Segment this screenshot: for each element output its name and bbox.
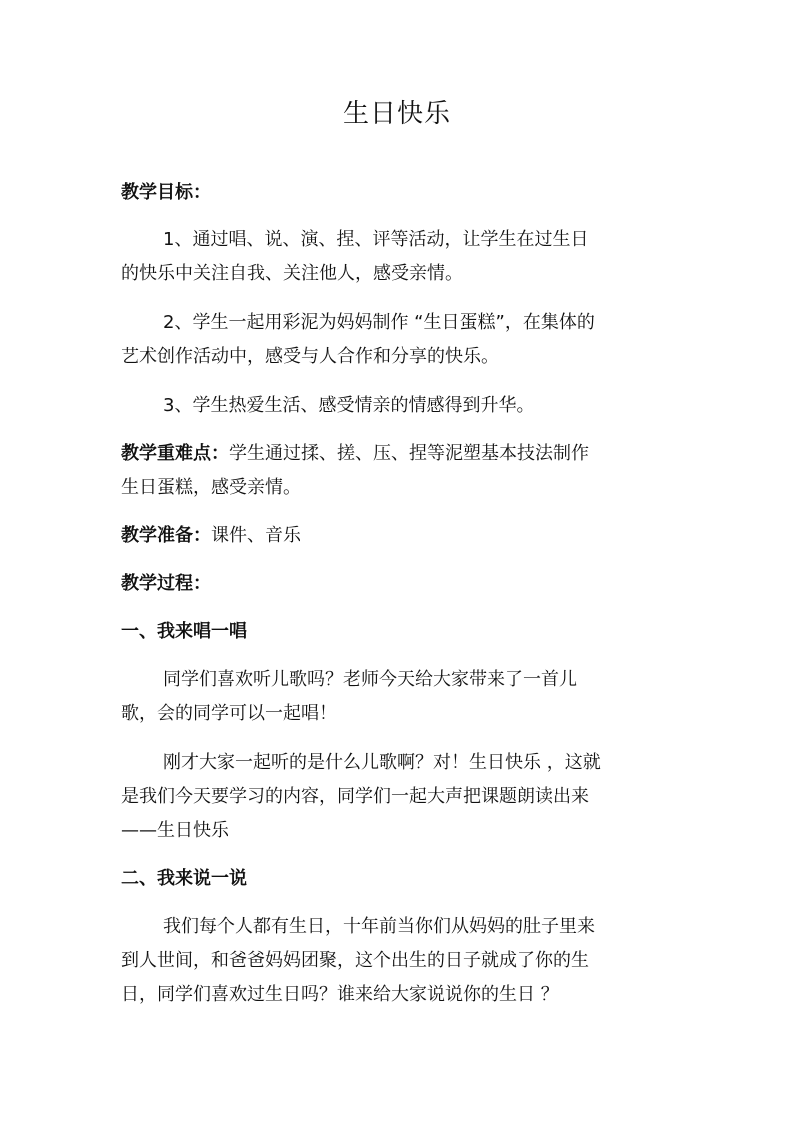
- key-points-label: 教学重难点：: [121, 443, 229, 464]
- preparation-line: [121, 523, 681, 549]
- objective-2-line-2: 艺术创作活动中，感受与人合作和分享的快乐。: [121, 346, 499, 367]
- process-heading: 教学过程：: [121, 573, 211, 594]
- section-1-para-1-line-2: 歌，会的同学可以一起唱！: [121, 703, 337, 724]
- section-1-para-1-line-1: 同学们喜欢听儿歌吗？老师今天给大家带来了一首儿: [163, 669, 577, 690]
- objective-1-line-2: 的快乐中关注自我、关注他人，感受亲情。: [121, 263, 463, 284]
- section-1-para-2-line-1: 刚才大家一起听的是什么儿歌啊？对！生日快乐 ，这就: [163, 752, 601, 773]
- key-points-line-1: [121, 441, 681, 467]
- key-points-line-2: 生日蛋糕，感受亲情。: [121, 477, 301, 498]
- section-1-para-2-line-3: ——生日快乐: [121, 820, 229, 841]
- section-2-para-1-line-1: 我们每个人都有生日，十年前当你们从妈妈的肚子里来: [163, 916, 595, 937]
- preparation-text: 课件、音乐: [211, 525, 301, 546]
- section-1-heading: 一、我来唱一唱: [121, 621, 247, 642]
- preparation-label: 教学准备：: [121, 525, 211, 546]
- section-2-para-1-line-3: 日，同学们喜欢过生日吗？谁来给大家说说你的生日 ？: [121, 984, 559, 1005]
- section-2-para-1-line-2: 到人世间，和爸爸妈妈团聚，这个出生的日子就成了你的生: [121, 950, 589, 971]
- objective-3-line-1: 3、学生热爱生活、感受情亲的情感得到升华。: [163, 395, 535, 416]
- objective-2-line-1: 2、学生一起用彩泥为妈妈制作 “生日蛋糕”，在集体的: [163, 312, 595, 333]
- objective-1-line-1: 1、通过唱、说、演、捏、评等活动，让学生在过生日: [163, 229, 589, 250]
- key-points-text: 学生通过揉、搓、压、捏等泥塑基本技法制作: [229, 443, 589, 464]
- objectives-heading: 教学目标：: [121, 182, 211, 203]
- document-title: 生日快乐: [342, 99, 451, 129]
- section-1-para-2-line-2: 是我们今天要学习的内容，同学们一起大声把课题朗读出来: [121, 786, 589, 807]
- section-2-heading: 二、我来说一说: [121, 868, 247, 889]
